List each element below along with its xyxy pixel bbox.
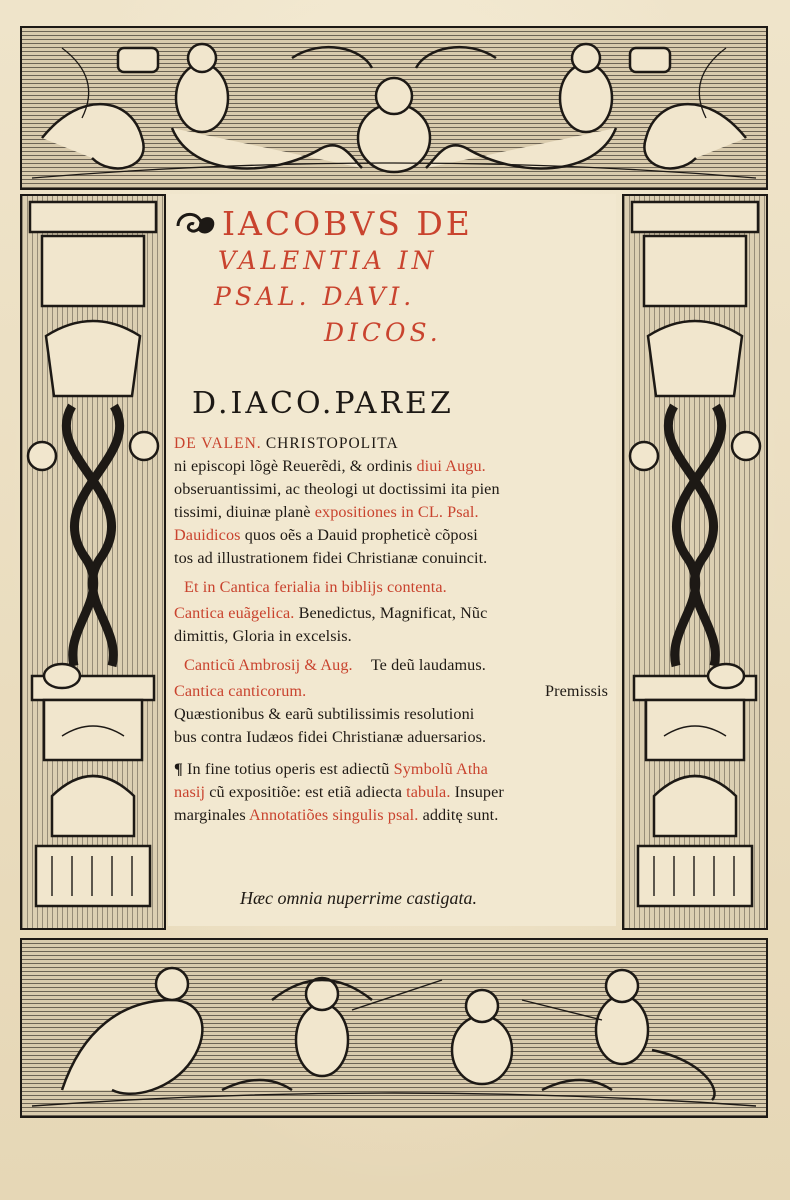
body-line-16: marginales Annotatiões singulis psal. additę sunt. <box>174 806 499 824</box>
body-line-15: nasij cũ expositiõe: est etiã adiecta tabula. Insuper <box>174 783 504 801</box>
author-name: D.IACO.PAREZ <box>192 386 454 421</box>
final-line: Hæc omnia nuperrime castigata. <box>240 888 477 908</box>
body-line-13: bus contra Iudæos fidei Christianæ aduersarios. <box>174 728 487 746</box>
title-line-4: DICOS. <box>324 318 442 347</box>
title-line-3: PSAL. DAVI. <box>214 282 416 311</box>
fleuron-icon <box>174 208 218 244</box>
body-line-5: Dauidicos quos oẽs a Dauid propheticè cõposi <box>174 526 478 544</box>
top-woodcut-border <box>20 26 768 190</box>
body-line-4: tissimi, diuinæ planè expositiones in CL. Psal. <box>174 503 479 521</box>
body-line-6: tos ad illustrationem fidei Christianæ conuincit. <box>174 549 488 567</box>
body-line-8: Cantica euãgelica. Benedictus, Magnificat, Nũc <box>174 604 488 622</box>
column-icon <box>22 196 164 928</box>
body-line-1: DE VALEN. CHRISTOPOLITA <box>174 435 399 452</box>
body-line-14: ¶ In fine totius operis est adiectũ Symbolũ Atha <box>174 760 488 778</box>
pilcrow-icon: ¶ <box>174 760 183 778</box>
body-line-12: Quæstionibus & earũ subtilissimis resolutioni <box>174 705 475 723</box>
title-line-1: IACOBVS DE <box>222 204 473 243</box>
body-line-10: Canticũ Ambrosij & Aug. Te deũ laudamus. <box>184 656 486 674</box>
bottom-woodcut-border <box>20 938 768 1118</box>
body-line-2: ni episcopi lõgè Reuerẽdi, & ordinis diui Augu. <box>174 457 486 475</box>
title-line-2: VALENTIA IN <box>218 246 438 275</box>
title-text-block <box>168 194 616 926</box>
hunting-scene-icon <box>22 940 766 1116</box>
left-pillar-ornament <box>20 194 166 930</box>
body-line-9: dimittis, Gloria in excelsis. <box>174 627 352 645</box>
body-line-11: Cantica canticorum. Premissis <box>174 682 608 700</box>
right-pillar-ornament <box>622 194 768 930</box>
mermaid-ornament-icon <box>22 28 766 188</box>
body-line-7: Et in Cantica ferialia in biblijs contenta. <box>184 578 447 596</box>
column-icon <box>624 196 766 928</box>
body-line-3: obseruantissimi, ac theologi ut doctissimi ita pien <box>174 480 500 498</box>
